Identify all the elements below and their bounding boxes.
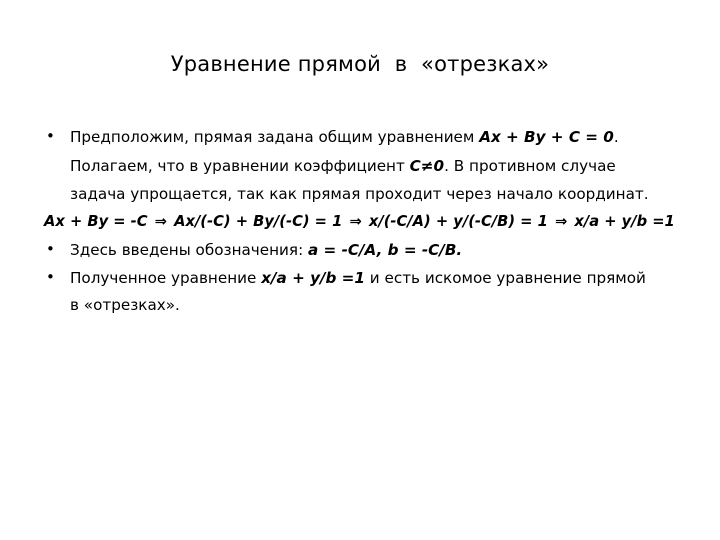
- bullet-marker-2: •: [46, 240, 55, 258]
- bullet3-line1-formula: x/a + y/b =1: [261, 269, 365, 287]
- bullet1-line1: [70, 126, 619, 148]
- bullet3-line1-end: и есть искомое уравнение прямой: [364, 269, 646, 287]
- bullet1-line3-text: задача упрощается, так как прямая проходит через начало координат.: [70, 185, 649, 203]
- bullet-marker-3: •: [46, 268, 55, 286]
- derivation-part-3: x/(-C/A) + y/(-C/B) = 1: [363, 213, 553, 230]
- bullet3-line2: [70, 294, 180, 316]
- bullet1-line1-end: .: [613, 128, 619, 146]
- bullet1-line1-text: Предположим, прямая задана общим уравнением: [70, 128, 480, 146]
- implies-arrow-1: ⇒: [154, 213, 167, 230]
- implies-arrow-3: ⇒: [554, 213, 568, 230]
- bullet2-line: [70, 239, 462, 261]
- bullet3-line1: [70, 267, 646, 289]
- derivation-part-1: Ax + By = -C: [44, 213, 153, 230]
- bullet1-line2: [70, 155, 616, 177]
- bullet1-line1-formula: Ax + By + C = 0: [479, 128, 614, 146]
- derivation-line: [44, 211, 675, 233]
- derivation-part-2: Ax/(-C) + By/(-C) = 1: [168, 213, 348, 230]
- bullet3-line2-text: в «отрезках».: [70, 296, 180, 314]
- bullet-marker-1: •: [46, 127, 55, 145]
- derivation-part-4: x/a + y/b =1: [569, 213, 675, 230]
- bullet1-line2-text: Полагаем, что в уравнении коэффициент: [70, 157, 410, 175]
- bullet2-formula: a = -C/A, b = -C/B.: [308, 241, 463, 259]
- slide-title: Уравнение прямой в «отрезках»: [170, 52, 550, 76]
- implies-arrow-2: ⇒: [349, 213, 362, 230]
- bullet3-line1-text: Полученное уравнение: [70, 269, 262, 287]
- bullet1-line2-end: . В противном случае: [444, 157, 616, 175]
- bullet2-text: Здесь введены обозначения:: [70, 241, 309, 259]
- bullet1-line2-formula: C≠0: [409, 157, 445, 175]
- bullet1-line3: [70, 183, 649, 205]
